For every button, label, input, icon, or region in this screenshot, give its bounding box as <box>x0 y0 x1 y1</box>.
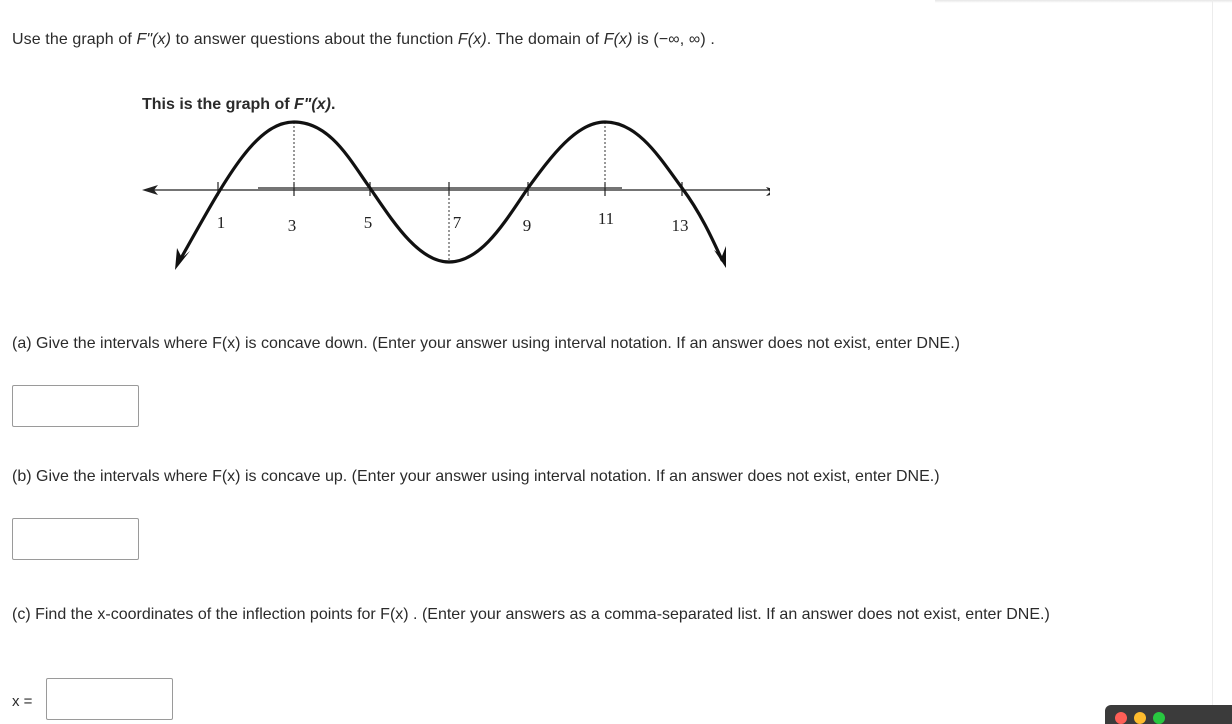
tick-label-13: 13 <box>671 216 689 235</box>
question-c-text: (c) Find the x-coordinates of the inflection points for F(x) . (Enter your answers as a comma-separated list. If an answer does not exist, enter DNE.) <box>12 606 1050 623</box>
x-ticks <box>218 182 682 196</box>
tick-label-1: 1 <box>216 213 226 232</box>
x-axis-right-arrow <box>766 187 770 196</box>
yellow-dot-icon[interactable] <box>1134 712 1146 724</box>
second-derivative-graph <box>130 110 770 280</box>
tick-label-3: 3 <box>287 216 297 235</box>
tick-label-5: 5 <box>363 213 373 232</box>
scroll-edge <box>1212 0 1213 724</box>
x-equals-label: x = <box>12 693 33 710</box>
inflection-points-answer-input[interactable] <box>46 678 173 720</box>
concave-up-answer-input[interactable] <box>12 518 139 560</box>
intro-text: Use the graph of F"(x) to answer questions about the function F(x). The domain of F(x) is (−∞, ∞) . <box>12 31 715 48</box>
graph-title: This is the graph of F"(x). <box>142 96 336 113</box>
tick-label-9: 9 <box>522 216 532 235</box>
red-dot-icon[interactable] <box>1115 712 1127 724</box>
top-shadow <box>935 0 1232 3</box>
dotted-guides <box>294 122 605 262</box>
window-controls-widget <box>1105 705 1232 724</box>
curve <box>180 122 722 262</box>
question-b-text: (b) Give the intervals where F(x) is concave up. (Enter your answer using interval notation. If an answer does not exist, enter DNE.) <box>12 468 940 485</box>
tick-label-11: 11 <box>597 209 615 228</box>
question-a-text: (a) Give the intervals where F(x) is concave down. (Enter your answer using interval notation. If an answer does not exist, enter DNE.) <box>12 335 960 352</box>
tick-label-7: 7 <box>452 213 462 232</box>
green-dot-icon[interactable] <box>1153 712 1165 724</box>
curve-left-arrow <box>175 248 190 270</box>
concave-down-answer-input[interactable] <box>12 385 139 427</box>
